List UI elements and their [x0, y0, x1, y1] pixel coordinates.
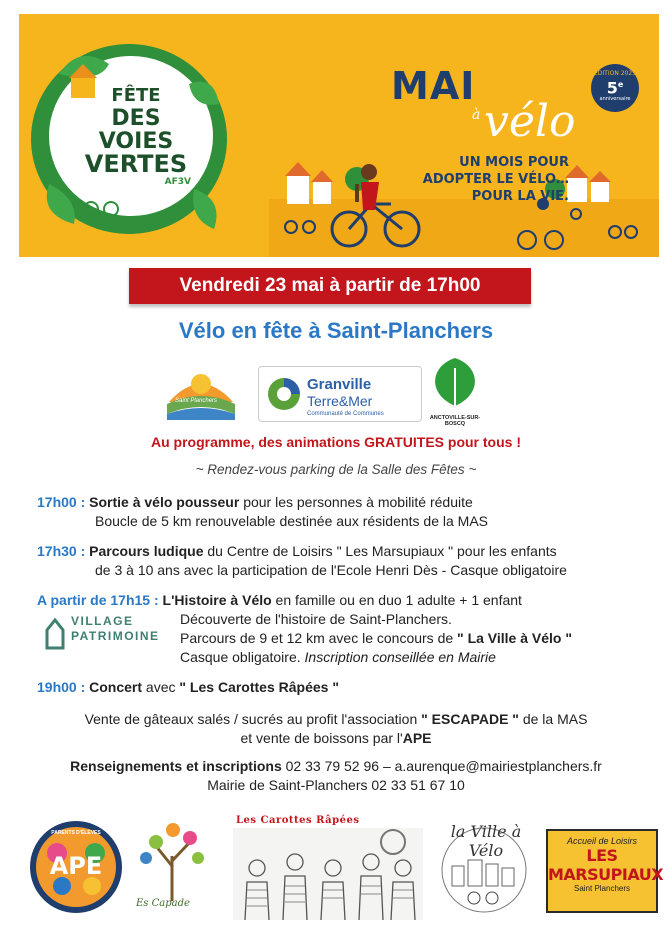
sale-text: et vente de boissons par l' [240, 730, 403, 746]
schedule-rest: avec [142, 679, 180, 695]
schedule-title: Sortie à vélo pousseur [89, 494, 240, 510]
line3-text: Parcours de 9 et 12 km avec le concours de [180, 630, 458, 646]
vp-line-1: VILLAGE [71, 614, 134, 628]
ville-velo-text: la Ville à Vélo [450, 822, 522, 860]
village-patrimoine-logo [43, 614, 169, 654]
info-line-2: Mairie de Saint-Planchers 02 33 51 67 10 [207, 777, 465, 793]
schedule-rest: du Centre de Loisirs " Les Marsupiaux " pour les enfants [203, 543, 557, 559]
schedule-item-4 [37, 678, 339, 697]
logo-line-2: DES VOIES [98, 106, 174, 154]
tagline-1: UN MOIS POUR [459, 155, 569, 170]
program-header: Au programme, des animations GRATUITES pour tous ! [151, 434, 521, 450]
anniversary-badge [591, 64, 639, 112]
schedule-rest: pour les personnes à mobilité réduite [239, 494, 473, 510]
marsupiaux-logo [546, 829, 664, 913]
ape-text: APE [49, 852, 103, 880]
logo-line-1: FÊTE [111, 85, 161, 106]
velo-word: vélo [484, 96, 576, 147]
schedule-title: L'Histoire à Vélo [162, 592, 272, 608]
escapade-text: Es Capade [136, 898, 190, 909]
leaf-icon [422, 354, 488, 410]
badge-label: anniversaire [599, 96, 631, 103]
meeting-point: ~ Rendez-vous parking de la Salle des Fêtes ~ [195, 462, 477, 477]
sale-line-1 [0, 710, 672, 729]
sale-bold: " ESCAPADE " [421, 711, 519, 727]
ville-a-velo-logo [428, 818, 540, 916]
band-illustration [233, 828, 423, 920]
carottes-title: Les Carottes Râpées [236, 815, 360, 826]
schedule-item-1-line2: Boucle de 5 km renouvelable destinée aux résidents de la MAS [95, 513, 489, 529]
schedule-time: 17h30 : [37, 543, 86, 559]
date-strip: Vendredi 23 mai à partir de 17h00 [129, 268, 531, 304]
logo-line-3: VERTES [84, 150, 188, 178]
schedule-time: 17h00 : [37, 494, 86, 510]
info-label: Renseignements et inscriptions [70, 758, 282, 774]
marsu-line-3: Saint Planchers [573, 884, 631, 893]
schedule-item-2-line2: de 3 à 10 ans avec la participation de l'Ecole Henri Dès - Casque obligatoire [95, 562, 567, 578]
gtm-swirl-icon [265, 375, 303, 413]
schedule-title: Concert [89, 679, 143, 695]
gtm-line-1: Granville [307, 376, 372, 393]
schedule-item-2 [37, 542, 557, 561]
anctoville-logo [422, 354, 488, 427]
af3v-brand: AF3V [164, 177, 191, 187]
carottes-photo [233, 828, 423, 920]
schedule-item-3-line3 [180, 629, 572, 648]
ape-logo [27, 818, 125, 916]
tagline-2: ADOPTER LE VÉLO… [422, 172, 569, 187]
sale-post: de la MAS [518, 711, 588, 727]
schedule-rest-bold: " Les Carottes Râpées " [179, 679, 339, 695]
badge-sup: e [617, 80, 624, 89]
tagline [349, 154, 569, 205]
header-banner [19, 14, 659, 257]
a-word: à [472, 107, 481, 123]
sun-landscape-icon [165, 358, 237, 424]
info-details: 02 33 79 52 96 – a.aurenque@mairiestplanchers.fr [281, 758, 602, 774]
church-icon [43, 616, 67, 650]
schedule-rest: en famille ou en duo 1 adulte + 1 enfant [271, 592, 522, 608]
sale-bold: APE [402, 730, 432, 746]
info-line-1 [0, 757, 672, 776]
gtm-line-3: Communauté de Communes [307, 411, 384, 417]
schedule-time: A partir de 17h15 : [37, 592, 159, 608]
tagline-3: POUR LA VIE. [471, 189, 569, 204]
vp-text [71, 614, 160, 644]
schedule-title: Parcours ludique [89, 543, 204, 559]
badge-edition: ÉDITION 2025 [593, 70, 636, 77]
page-title: Vélo en fête à Saint-Planchers [178, 318, 494, 343]
sale-text: Vente de gâteaux salés / sucrés au profit l'association [84, 711, 422, 727]
saint-planchers-label: Saint Planchers [175, 398, 218, 404]
schedule-item-3 [37, 591, 522, 610]
schedule-item-3-line2: Découverte de l'histoire de Saint-Planchers. [180, 611, 452, 627]
badge-number: 5 [606, 78, 618, 98]
granville-terre-mer-logo [258, 366, 422, 422]
saint-planchers-logo [165, 358, 237, 424]
mai-word: MAI [391, 64, 476, 108]
schedule-item-1 [37, 493, 473, 512]
schedule-time: 19h00 : [37, 679, 86, 695]
mai-a-velo-title [391, 64, 475, 108]
schedule-item-3-line4 [180, 648, 496, 667]
vp-line-2: PATRIMOINE [71, 629, 160, 643]
line4-italic: Inscription conseillée en Mairie [304, 649, 496, 665]
sale-line-2 [0, 729, 672, 748]
marsu-line-2: LES MARSUPIAUX [548, 846, 664, 884]
line3-bold: " La Ville à Vélo " [457, 630, 572, 646]
marsu-line-1: Accueil de Loisirs [566, 836, 638, 846]
ape-sub: PARENTS D'ÉLÈVES [51, 830, 101, 836]
gtm-line-2: Terre&Mer [307, 393, 373, 409]
line4-text: Casque obligatoire. [180, 649, 305, 665]
tree-icon [128, 816, 216, 904]
escapade-logo [128, 816, 216, 916]
anctoville-label: ANCTOVILLE-SUR-BOSCQ [429, 415, 481, 427]
voies-vertes-logo [81, 84, 191, 188]
